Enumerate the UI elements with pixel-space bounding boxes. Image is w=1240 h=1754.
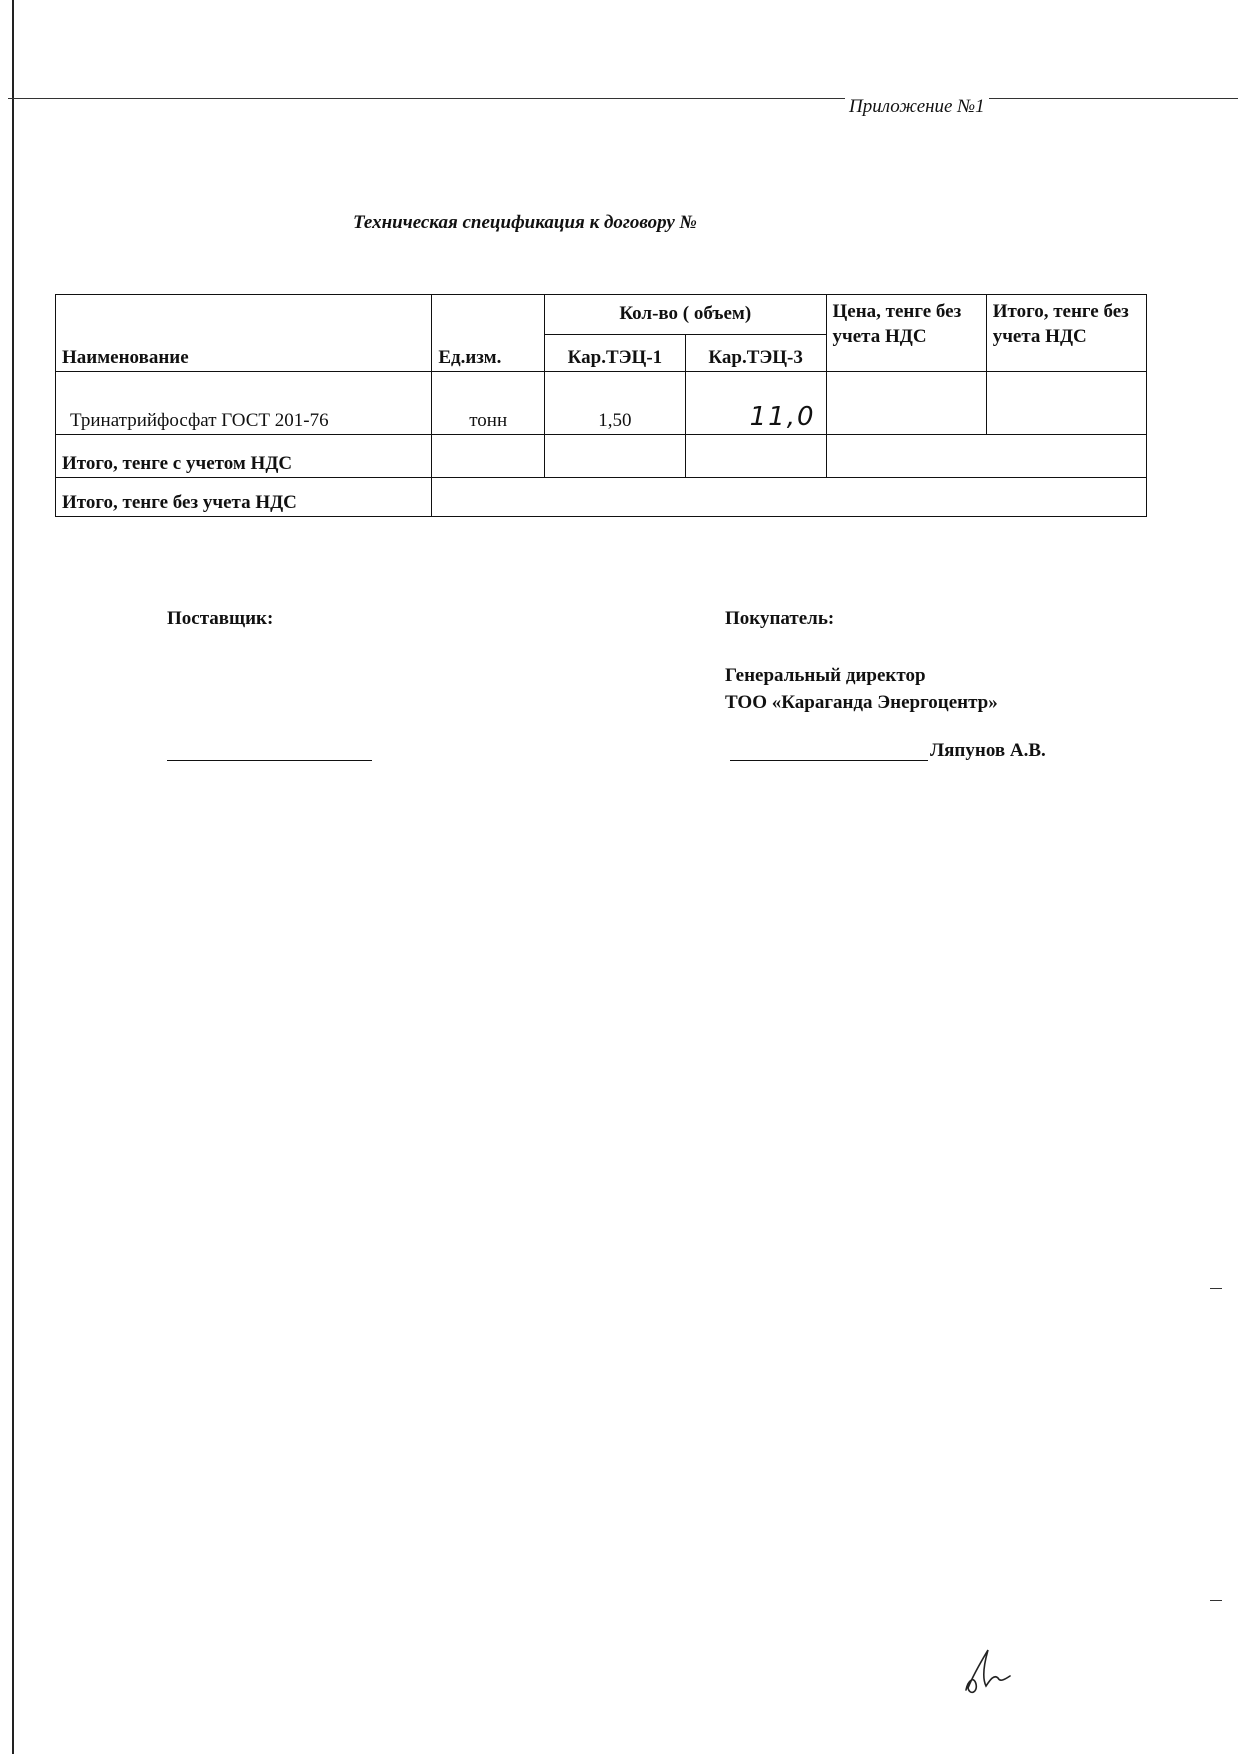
summary-row-with-vat [56,435,1147,478]
header-price: Цена, тенге без учета НДС [826,295,986,372]
supplier-label: Поставщик: [167,608,274,629]
buyer-company: ТОО «Караганда Энергоцентр» [725,692,998,713]
header-qty-1: Кар.ТЭЦ-1 [545,334,686,372]
buyer-position: Генеральный директор [725,665,926,686]
table-header-row [56,295,1147,335]
buyer-name: Ляпунов А.В. [930,740,1046,761]
summary-with-vat-qty-3 [685,435,826,478]
summary-with-vat-unit [432,435,545,478]
page-left-border [12,0,14,1754]
header-unit: Ед.изм. [432,295,545,372]
summary-with-vat-label: Итого, тенге с учетом НДС [56,435,432,478]
summary-with-vat-qty-1 [545,435,686,478]
cell-item-unit: тонн [432,372,545,435]
handwritten-paraph-icon [960,1640,1020,1700]
margin-mark [1210,1600,1222,1601]
cell-item-name: Тринатрийфосфат ГОСТ 201-76 [56,372,432,435]
buyer-signature-line [730,760,928,761]
table-row [56,372,1147,435]
margin-mark [1210,1288,1222,1289]
header-qty-group: Кол-во ( объем) [545,295,826,335]
supplier-signature-line [167,760,372,761]
buyer-position-block [725,662,998,716]
appendix-label: Приложение №1 [845,96,989,118]
header-total: Итого, тенге без учета НДС [986,295,1146,372]
header-name: Наименование [56,295,432,372]
summary-without-vat-label: Итого, тенге без учета НДС [56,478,432,517]
cell-item-qty-1: 1,50 [545,372,686,435]
document-title: Техническая спецификация к договору № [353,212,697,233]
summary-with-vat-value [826,435,1147,478]
summary-row-without-vat [56,478,1147,517]
cell-item-qty-3: 11,0 [685,372,826,435]
cell-item-price [826,372,986,435]
specification-table [55,294,1147,517]
cell-item-total [986,372,1146,435]
buyer-label: Покупатель: [725,608,835,629]
header-rule [8,98,1238,99]
header-qty-3: Кар.ТЭЦ-3 [685,334,826,372]
summary-without-vat-value [432,478,1147,517]
